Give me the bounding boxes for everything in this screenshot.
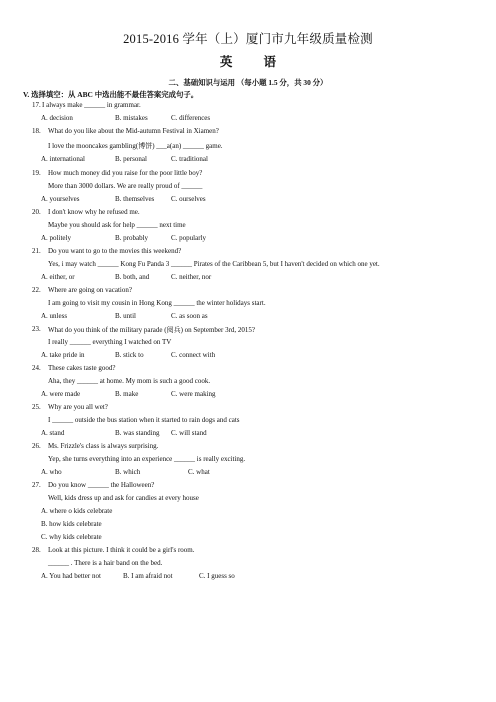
option-b: B. until: [115, 312, 137, 320]
question-number: 17.: [32, 101, 41, 109]
question-reply: I really ______ everything I watched on TV: [48, 338, 172, 346]
question-text: Do you want to go to the movies this weekend?: [48, 247, 182, 255]
option-c: C. why kids celebrate: [41, 533, 102, 541]
question-text: What do you think of the military parade (阅兵) on September 3rd, 2015?: [48, 326, 256, 334]
question-text: How much money did you raise for the poor little boy?: [48, 169, 203, 177]
instruction-text: V. 选择填空：从 ABC 中选出能不最佳答案完成句子。: [23, 90, 199, 99]
option-a: A. stand: [41, 429, 65, 437]
option-a: A. international: [41, 155, 85, 163]
option-b: B. mistakes: [115, 114, 148, 122]
option-a: A. who: [41, 468, 62, 476]
option-b: B. which: [115, 468, 141, 476]
option-b: B. both, and: [115, 273, 150, 281]
option-a: A. You had better not: [41, 572, 101, 580]
question-text: Why are you all wet?: [48, 403, 108, 411]
question-reply: I ______ outside the bus station when it started to rain dogs and cats: [48, 416, 240, 424]
option-c: C. were making: [171, 390, 216, 398]
option-b: B. was standing: [115, 429, 160, 437]
question-text: Look at this picture. I think it could be a girl's room.: [48, 546, 195, 554]
option-b: B. personal: [115, 155, 147, 163]
question-reply: I love the mooncakes gambling(博饼) ___a(an) ______ game.: [48, 142, 223, 150]
option-a: A. take pride in: [41, 351, 85, 359]
option-a: A. unless: [41, 312, 68, 320]
question-text: What do you like about the Mid-autumn Festival in Xiamen?: [48, 127, 219, 135]
question-number: 24.: [32, 364, 41, 372]
option-c: C. neither, nor: [171, 273, 212, 281]
option-b: B. themselves: [115, 195, 155, 203]
option-c: C. as soon as: [171, 312, 208, 320]
question-reply: Well, kids dress up and ask for candies at every house: [48, 494, 199, 502]
question-text: Ms. Frizzle's class is always surprising.: [48, 442, 159, 450]
question-reply: Yes, i may watch ______ Kong Fu Panda 3 ______ Pirates of the Caribbean 5, but I haven't decided on which one yet.: [48, 260, 380, 268]
question-number: 21.: [32, 247, 41, 255]
question-text: Do you know ______ the Halloween?: [48, 481, 155, 489]
question-text: Where are going on vacation?: [48, 286, 132, 294]
option-b: B. I am afraid not: [123, 572, 173, 580]
option-c: C. ourselves: [171, 195, 206, 203]
option-a: A. were made: [41, 390, 81, 398]
question-reply: More than 3000 dollars. We are really proud of ______: [48, 182, 203, 190]
option-b: B. make: [115, 390, 139, 398]
question-number: 20.: [32, 208, 41, 216]
question-number: 28.: [32, 546, 41, 554]
subject-heading: 英 语: [219, 55, 291, 69]
option-c: C. what: [188, 468, 210, 476]
option-a: A. decision: [41, 114, 73, 122]
question-number: 23.: [32, 325, 41, 333]
question-number: 19.: [32, 169, 41, 177]
option-c: C. differences: [171, 114, 211, 122]
question-text: I don't know why he refused me.: [48, 208, 140, 216]
exam-title: 2015-2016 学年（上）厦门市九年级质量检测: [123, 32, 373, 46]
question-number: 27.: [32, 481, 41, 489]
question-text: These cakes taste good?: [48, 364, 116, 372]
option-b: B. probably: [115, 234, 149, 242]
question-number: 25.: [32, 403, 41, 411]
question-reply: ______ . There is a hair band on the bed.: [48, 559, 163, 567]
option-b: B. how kids celebrate: [41, 520, 102, 528]
option-c: C. connect with: [171, 351, 216, 359]
question-reply: Yep, she turns everything into an experience ______ is really exciting.: [48, 455, 246, 463]
question-reply: I am going to visit my cousin in Hong Kong ______ the winter holidays start.: [48, 299, 266, 307]
question-number: 22.: [32, 286, 41, 294]
question-number: 26.: [32, 442, 41, 450]
option-b: B. stick to: [115, 351, 144, 359]
option-a: A. yourselves: [41, 195, 80, 203]
option-c: C. I guess so: [199, 572, 235, 580]
option-a: A. where o kids celebrate: [41, 507, 113, 515]
question-number: 18.: [32, 127, 41, 135]
option-a: A. politely: [41, 234, 71, 242]
option-c: C. will stand: [171, 429, 207, 437]
option-c: C. popularly: [171, 234, 206, 242]
option-c: C. traditional: [171, 155, 208, 163]
question-reply: Aha, they ______ at home. My mom is such a good cook.: [48, 377, 211, 385]
section-heading: 二、基础知识与运用 （每小题 1.5 分，共 30 分）: [168, 78, 328, 87]
option-a: A. either, or: [41, 273, 75, 281]
question-reply: Maybe you should ask for help ______ next time: [48, 221, 186, 229]
question-text: I always make ______ in grammar.: [42, 101, 141, 109]
